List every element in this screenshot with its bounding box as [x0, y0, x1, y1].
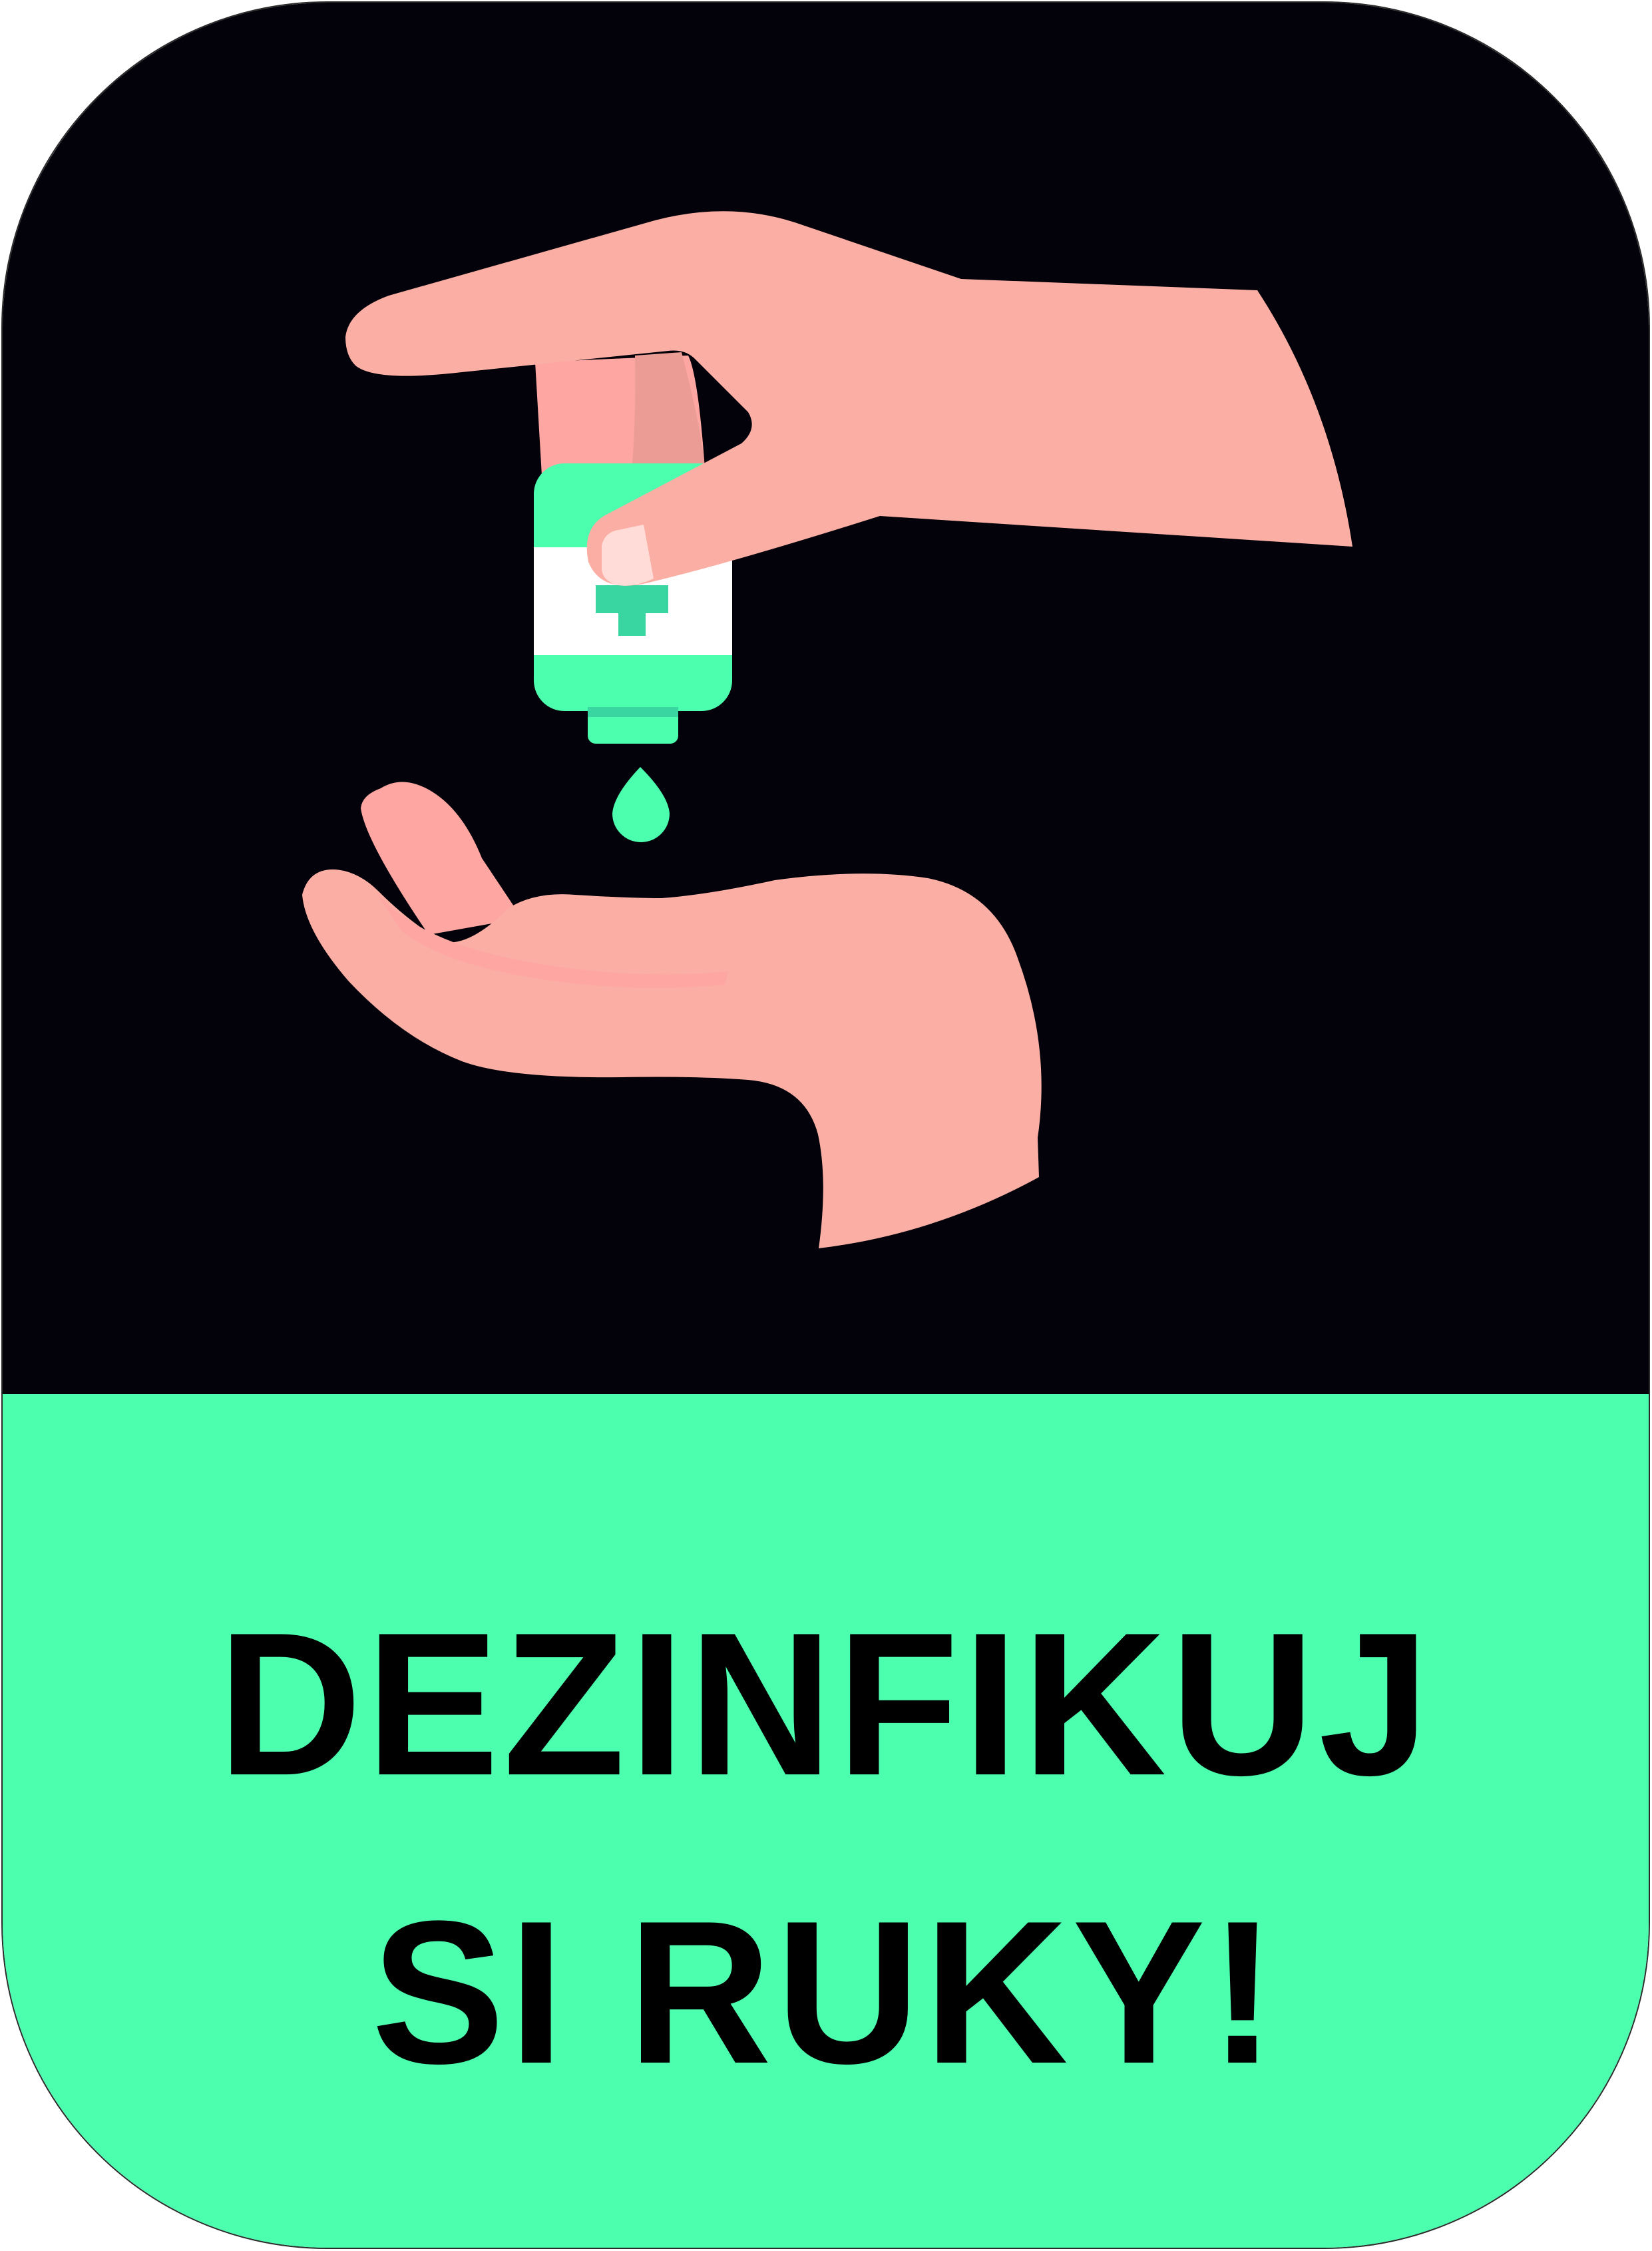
headline-line-2: SI RUKY! — [371, 1877, 1280, 2107]
sanitizer-drop-icon — [612, 767, 670, 842]
message-panel — [3, 1394, 1649, 2249]
open-palm-hand-icon — [302, 782, 1042, 1248]
illustration-panel — [3, 3, 1649, 1394]
sanitizer-sign — [1, 1, 1650, 2249]
sanitizer-illustration — [3, 3, 1650, 1394]
headline-line-1: DEZINFIKUJ — [218, 1589, 1434, 1818]
hand-pressing-bottle-icon — [345, 211, 1352, 586]
